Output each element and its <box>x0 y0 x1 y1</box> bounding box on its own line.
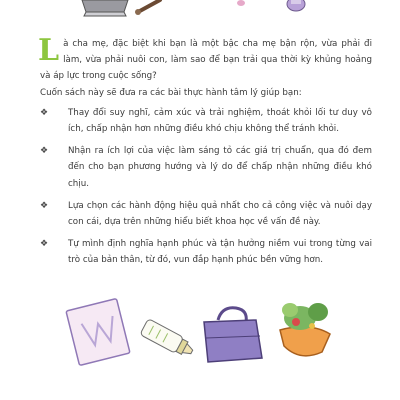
baby-onesie-icon <box>66 299 130 366</box>
dropcap-letter: L <box>38 33 60 68</box>
salad-bowl-icon <box>280 303 330 356</box>
main-text <box>38 33 372 275</box>
bottom-illustrations <box>0 290 400 400</box>
lead-sentence: Cuốn sách này sẽ đưa ra các bài thực hành tâm lý giúp bạn: <box>40 87 302 98</box>
diamond-cluster-icon: ❖ <box>40 200 49 211</box>
list-item: ❖ Lựa chọn các hành động hiệu quả nhất cho cả công việc và nuôi dạy con cái, dựa trên những hiểu biết khoa học về vấn đề này. <box>40 198 372 230</box>
list-item: ❖ Nhận ra ích lợi của việc làm sáng tỏ các giá trị chuẩn, qua đó đem đến cho bạn phương hướng và lý do để chấp nhận những điều khó chịu. <box>40 143 372 192</box>
bullet-list <box>40 105 372 269</box>
list-item: ❖ Thay đổi suy nghĩ, cảm xúc và trải nghiệm, thoát khỏi lối tư duy vô ích, chấp nhận hơn những điều khó chịu không thể tránh khỏi. <box>40 105 372 137</box>
diamond-cluster-icon: ❖ <box>40 107 49 118</box>
top-illustrations <box>0 0 400 24</box>
pen-icon <box>135 0 160 15</box>
ornament-icon <box>237 0 245 6</box>
list-item: ❖ Tự mình định nghĩa hạnh phúc và tận hưởng niềm vui trong từng vai trò của bản thân, từ đó, vun đắp hạnh phúc bền vững hơn. <box>40 236 372 268</box>
baby-bottle-icon <box>140 319 196 360</box>
intro-paragraph <box>38 33 372 85</box>
diamond-cluster-icon: ❖ <box>40 239 49 250</box>
diamond-cluster-icon: ❖ <box>40 146 49 157</box>
baby-bottle-icon <box>287 0 305 11</box>
intro-text: à cha mẹ, đặc biệt khi bạn là một bậc cha mẹ bận rộn, vừa phải đi làm, vừa phải nuôi con, làm sao để bạn trải qua thời kỳ khủng hoảng và áp lực trong cuộc sống? <box>40 39 372 82</box>
briefcase-icon <box>204 308 262 362</box>
laptop-icon <box>82 0 128 16</box>
